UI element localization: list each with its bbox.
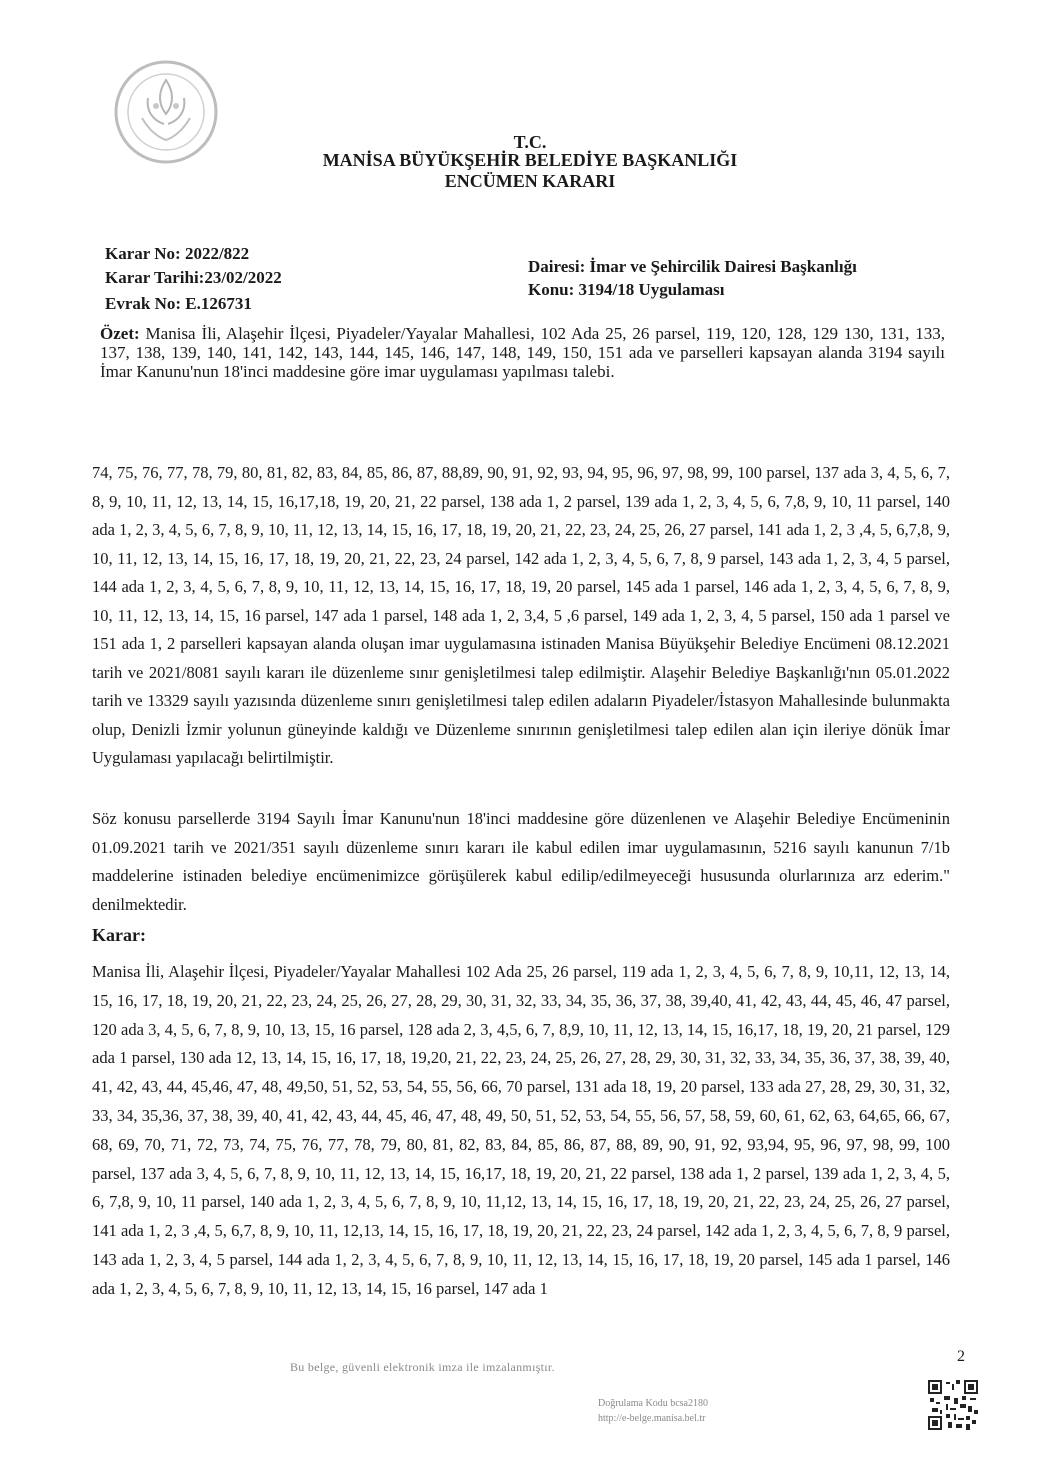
header-institution: MANİSA BÜYÜKŞEHİR BELEDİYE BAŞKANLIĞI <box>322 150 738 170</box>
body-paragraph-2: Söz konusu parsellerde 3194 Sayılı İmar Kanunu'nun 18'inci maddesine göre düzenlenen ve Alaşehir Belediye Encümeninin 01.09.2021 tarih ve 2021/351 sayılı düzenleme sınırı kararı ile kabul edilen imar uygulamasının, 5216 sayılı kanunun 7/1b maddelerine istinaden belediye encümenimizce görüşülerek kabul edilip/edilmeyeceği hususunda olurlarınıza arz ederim." denilmektedir. <box>92 809 950 914</box>
page-number: 2 <box>957 1348 965 1365</box>
department: Dairesi: İmar ve Şehircilik Dairesi Başkanlığı <box>528 257 857 276</box>
verification-code: Doğrulama Kodu bcsa2180 <box>598 1398 708 1409</box>
verification-block <box>598 1396 708 1426</box>
summary <box>100 324 945 381</box>
qr-code-icon <box>928 1380 978 1430</box>
summary-label: Özet: <box>100 324 140 343</box>
decision-text: Manisa İli, Alaşehir İlçesi, Piyadeler/Yayalar Mahallesi 102 Ada 25, 26 parsel, 119 ada 1, 2, 3, 4, 5, 6, 7, 8, 9, 10,11, 12, 13, 14, 15, 16, 17, 18, 19, 20, 21, 22, 23, 24, 25, 26, 27, 28, 29, 30, 31, 32, 33, 34, 35, 36, 37, 38, 39,40, 41, 42, 43, 44, 45, 46, 47 parsel, 120 ada 3, 4, 5, 6, 7, 8, 9, 10, 13, 15, 16 parsel, 128 ada 2, 3, 4,5, 6, 7, 8,9, 10, 11, 12, 13, 14, 15, 16,17, 18, 19, 20, 21 parsel, 129 ada 1 parsel, 130 ada 12, 13, 14, 15, 16, 17, 18, 19,20, 21, 22, 23, 24, 25, 26, 27, 28, 29, 30, 31, 32, 33, 34, 35, 36, 37, 38, 39, 40, 41, 42, 43, 44, 45,46, 47, 48, 49,50, 51, 52, 53, 54, 55, 56, 66, 70 parsel, 131 ada 18, 19, 20 parsel, 133 ada 27, 28, 29, 30, 31, 32, 33, 34, 35,36, 37, 38, 39, 40, 41, 42, 43, 44, 45, 46, 47, 48, 49, 50, 51, 52, 53, 54, 55, 56, 57, 58, 59, 60, 61, 62, 63, 64,65, 66, 67, 68, 69, 70, 71, 72, 73, 74, 75, 76, 77, 78, 79, 80, 81, 82, 83, 84, 85, 86, 87, 88, 89, 90, 91, 92, 93,94, 95, 96, 97, 98, 99, 100 parsel, 137 ada 3, 4, 5, 6, 7, 8, 9, 10, 11, 12, 13, 14, 15, 16,17, 18, 19, 20, 21, 22 parsel, 138 ada 1, 2 parsel, 139 ada 1, 2, 3, 4, 5, 6, 7,8, 9, 10, 11 parsel, 140 ada 1, 2, 3, 4, 5, 6, 7, 8, 9, 10, 11,12, 13, 14, 15, 16, 17, 18, 19, 20, 21, 22, 23, 24, 25, 26, 27 parsel, 141 ada 1, 2, 3 ,4, 5, 6,7, 8, 9, 10, 11, 12,13, 14, 15, 16, 17, 18, 19, 20, 21, 22, 23, 24 parsel, 142 ada 1, 2, 3, 4, 5, 6, 7, 8, 9 parsel, 143 ada 1, 2, 3, 4, 5 parsel, 144 ada 1, 2, 3, 4, 5, 6, 7, 8, 9, 10, 11, 12, 13, 14, 15, 16, 17, 18, 19, 20 parsel, 145 ada 1 parsel, 146 ada 1, 2, 3, 4, 5, 6, 7, 8, 9, 10, 11, 12, 13, 14, 15, 16 parsel, 147 ada 1 <box>92 962 950 1298</box>
body-paragraph-1: 74, 75, 76, 77, 78, 79, 80, 81, 82, 83, 84, 85, 86, 87, 88,89, 90, 91, 92, 93, 94, 95, 96, 97, 98, 99, 100 parsel, 137 ada 3, 4, 5, 6, 7, 8, 9, 10, 11, 12, 13, 14, 15, 16,17,18, 19, 20, 21, 22 parsel, 138 ada 1, 2 parsel, 139 ada 1, 2, 3, 4, 5, 6, 7,8, 9, 10, 11 parsel, 140 ada 1, 2, 3, 4, 5, 6, 7, 8, 9, 10, 11, 12, 13, 14, 15, 16, 17, 18, 19, 20, 21, 22, 23, 24, 25, 26, 27 parsel, 141 ada 1, 2, 3 ,4, 5, 6,7,8, 9, 10, 11, 12, 13, 14, 15, 16, 17, 18, 19, 20, 21, 22, 23, 24 parsel, 142 ada 1, 2, 3, 4, 5, 6, 7, 8, 9 parsel, 143 ada 1, 2, 3, 4, 5 parsel, 144 ada 1, 2, 3, 4, 5, 6, 7, 8, 9, 10, 11, 12, 13, 14, 15, 16, 17, 18, 19, 20 parsel, 145 ada 1 parsel, 146 ada 1, 2, 3, 4, 5, 6, 7, 8, 9, 10, 11, 12, 13, 14, 15, 16 parsel, 147 ada 1 parsel, 148 ada 1, 2, 3,4, 5 ,6 parsel, 149 ada 1, 2, 3, 4, 5 parsel, 150 ada 1 parsel ve 151 ada 1, 2 parselleri kapsayan alanda oluşan imar uygulamasına istinaden Manisa Büyükşehir Belediye Encümeni 08.12.2021 tarih ve 2021/8081 sayılı kararı ile düzenleme sınır genişletilmesi talep edilmiştir. Alaşehir Belediye Başkanlığı'nın 05.01.2022 tarih ve 13329 sayılı yazısında düzenleme sınırı genişletilmesi talep edilen adaların Piyadeler/İstasyon Mahallesinde bulunmakta olup, Denizli İzmir yolunun güneyinde kaldığı ve Düzenleme sınırının genişletilmesi talep edilen alan için ileriye dönük İmar Uygulaması yapılacağı belirtilmiştir. <box>92 463 950 767</box>
subject: Konu: 3194/18 Uygulaması <box>528 280 725 299</box>
decision-heading: Karar: <box>92 925 146 945</box>
e-signature-note: Bu belge, güvenli elektronik imza ile imzalanmıştır. <box>290 1360 555 1374</box>
verification-url: http://e-belge.manisa.bel.tr <box>598 1413 706 1424</box>
summary-text: Manisa İli, Alaşehir İlçesi, Piyadeler/Yayalar Mahallesi, 102 Ada 25, 26 parsel, 119, 120, 128, 129 130, 131, 133, 137, 138, 139, 140, 141, 142, 143, 144, 145, 146, 147, 148, 149, 150, 151 ada ve parselleri kapsayan alanda 3194 sayılı İmar Kanunu'nun 18'inci maddesine göre imar uygulaması yapılması talebi. <box>100 324 945 381</box>
municipality-seal-logo <box>112 58 220 166</box>
decision-date: Karar Tarihi:23/02/2022 <box>105 268 282 287</box>
header-tc: T.C. <box>513 132 547 152</box>
decision-number: Karar No: 2022/822 <box>105 244 250 263</box>
document-number: Evrak No: E.126731 <box>105 294 252 313</box>
header-title: ENCÜMEN KARARI <box>444 171 616 191</box>
